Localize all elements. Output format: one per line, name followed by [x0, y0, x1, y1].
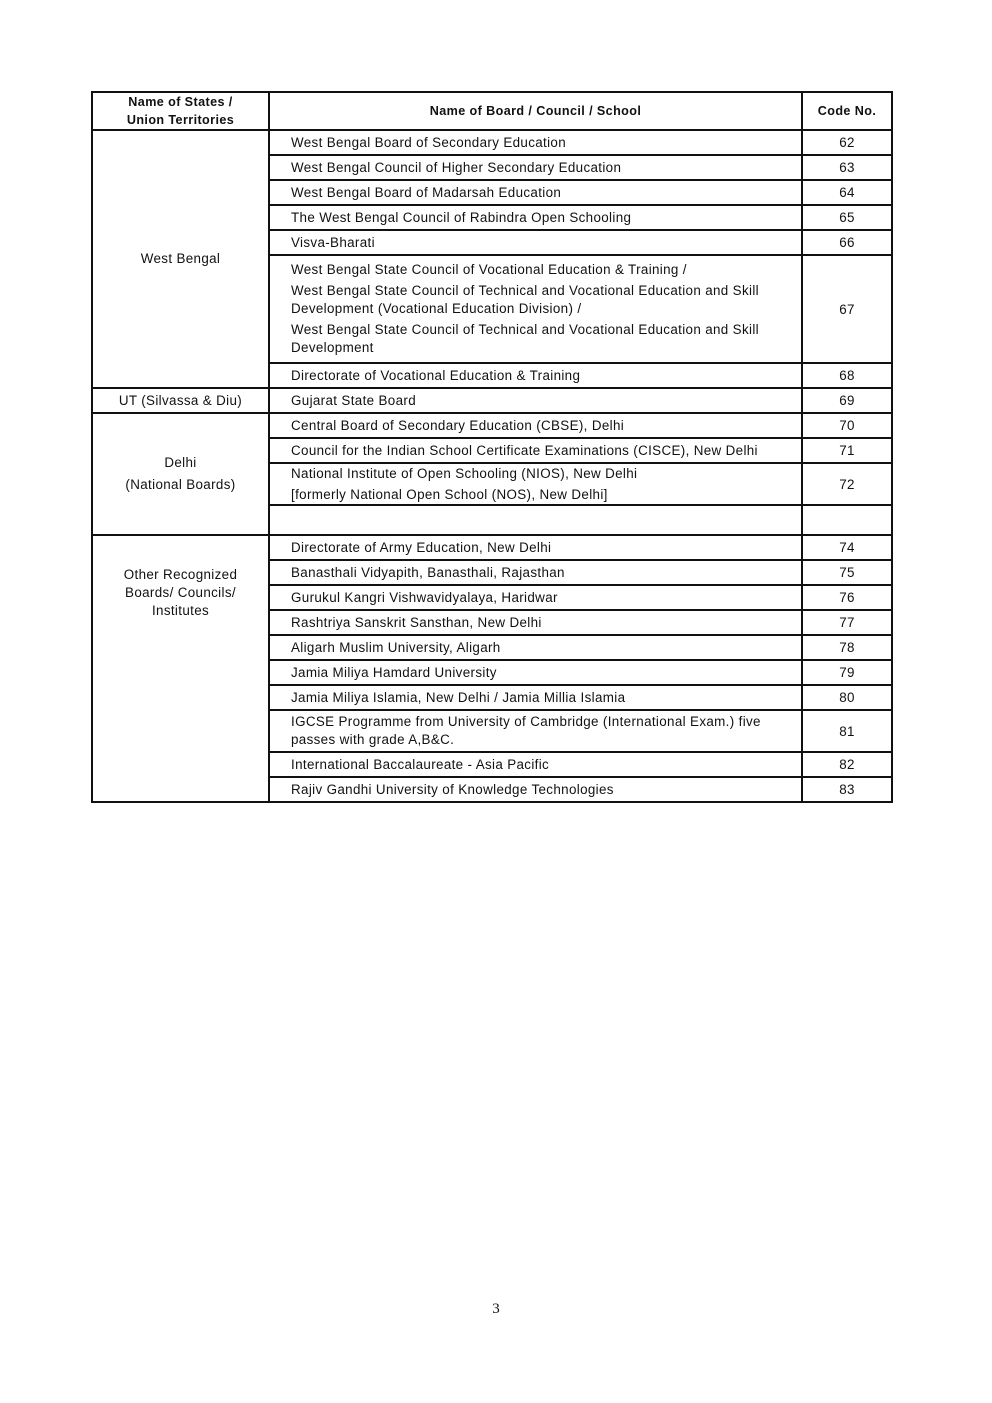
board-name-empty	[269, 505, 802, 535]
board-code-empty	[802, 505, 892, 535]
board-name: Gurukul Kangri Vishwavidyalaya, Haridwar	[269, 585, 802, 610]
board-code: 75	[802, 560, 892, 585]
board-name: Central Board of Secondary Education (CBSE), Delhi	[269, 413, 802, 438]
board-name: Council for the Indian School Certificate Examinations (CISCE), New Delhi	[269, 438, 802, 463]
board-code-table	[91, 91, 893, 803]
board-name-line: West Bengal State Council of Technical and Vocational Education and Skill Development	[291, 322, 759, 355]
board-name: The West Bengal Council of Rabindra Open Schooling	[269, 205, 802, 230]
board-name: West Bengal Council of Higher Secondary Education	[269, 155, 802, 180]
board-name: International Baccalaureate - Asia Pacific	[269, 752, 802, 777]
board-code: 62	[802, 130, 892, 155]
board-name	[269, 255, 802, 363]
table-header-row	[92, 92, 892, 130]
board-code: 81	[802, 710, 892, 752]
state-other-recognized	[92, 535, 269, 802]
header-state-line1: Name of States /	[128, 95, 233, 109]
board-code: 72	[802, 463, 892, 505]
board-code: 67	[802, 255, 892, 363]
state-other-line2: Boards/ Councils/	[125, 585, 236, 600]
board-name-line: West Bengal State Council of Technical and Vocational Education and Skill Development (Vocational Education Division) /	[291, 283, 759, 316]
board-code: 82	[802, 752, 892, 777]
board-code: 68	[802, 363, 892, 388]
page-number: 3	[492, 1301, 500, 1317]
header-state	[92, 92, 269, 130]
board-code: 70	[802, 413, 892, 438]
board-code: 64	[802, 180, 892, 205]
board-name: Directorate of Army Education, New Delhi	[269, 535, 802, 560]
board-name: Banasthali Vidyapith, Banasthali, Rajasthan	[269, 560, 802, 585]
board-name: West Bengal Board of Madarsah Education	[269, 180, 802, 205]
board-code: 65	[802, 205, 892, 230]
board-name: West Bengal Board of Secondary Education	[269, 130, 802, 155]
board-name-line: [formerly National Open School (NOS), New Delhi]	[291, 486, 608, 502]
board-name: Visva-Bharati	[269, 230, 802, 255]
state-ut-silvassa-diu: UT (Silvassa & Diu)	[92, 388, 269, 413]
board-code: 71	[802, 438, 892, 463]
state-delhi-line2: (National Boards)	[125, 477, 236, 492]
board-code: 69	[802, 388, 892, 413]
state-other-line3: Institutes	[151, 603, 210, 618]
board-code: 66	[802, 230, 892, 255]
board-name: Directorate of Vocational Education & Training	[269, 363, 802, 388]
board-code: 77	[802, 610, 892, 635]
state-west-bengal: West Bengal	[92, 130, 269, 388]
table-row	[92, 413, 892, 438]
board-code: 63	[802, 155, 892, 180]
board-code: 80	[802, 685, 892, 710]
state-other-line1: Other Recognized	[123, 567, 238, 582]
header-board: Name of Board / Council / School	[269, 92, 802, 130]
board-name-line: National Institute of Open Schooling (NIOS), New Delhi	[291, 465, 638, 481]
board-name-line: West Bengal State Council of Vocational Education & Training /	[291, 262, 687, 277]
board-code: 74	[802, 535, 892, 560]
board-code: 79	[802, 660, 892, 685]
board-name: Jamia Miliya Hamdard University	[269, 660, 802, 685]
table-row	[92, 535, 892, 560]
header-code: Code No.	[802, 92, 892, 130]
state-delhi-line1: Delhi	[164, 455, 197, 470]
board-name	[269, 463, 802, 505]
board-name: Rashtriya Sanskrit Sansthan, New Delhi	[269, 610, 802, 635]
board-code: 76	[802, 585, 892, 610]
board-name: Gujarat State Board	[269, 388, 802, 413]
board-name: Rajiv Gandhi University of Knowledge Technologies	[269, 777, 802, 802]
table-row	[92, 388, 892, 413]
state-delhi	[92, 413, 269, 535]
board-code: 78	[802, 635, 892, 660]
board-name: Jamia Miliya Islamia, New Delhi / Jamia Millia Islamia	[269, 685, 802, 710]
board-code: 83	[802, 777, 892, 802]
table-row	[92, 130, 892, 155]
header-state-line2: Union Territories	[126, 113, 235, 127]
board-name: IGCSE Programme from University of Cambridge (International Exam.) five passes with grade A,B&C.	[269, 710, 802, 752]
board-name: Aligarh Muslim University, Aligarh	[269, 635, 802, 660]
